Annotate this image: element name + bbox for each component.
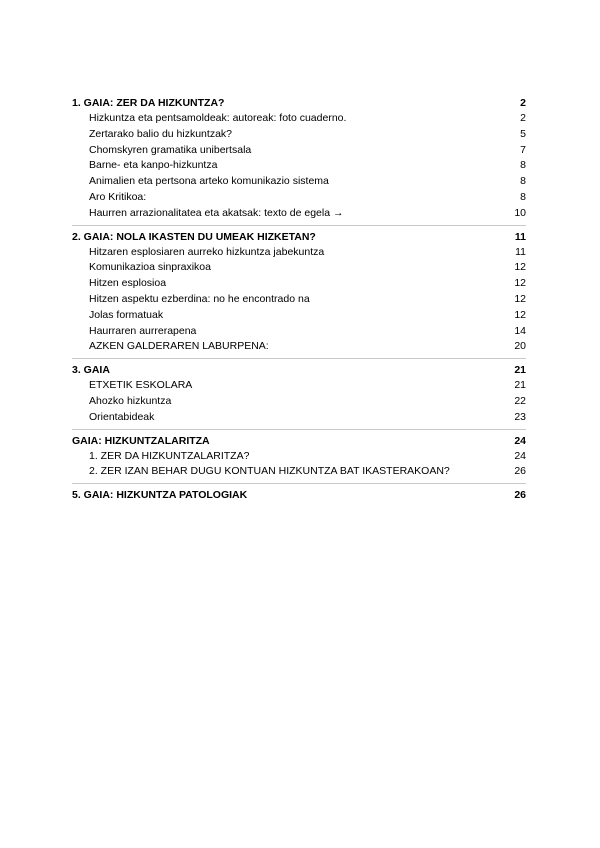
toc-entry-page: 11	[515, 245, 526, 258]
toc-heading-page: 21	[514, 364, 526, 377]
toc-entry-page: 7	[520, 143, 526, 156]
toc-heading[interactable]	[72, 433, 526, 449]
toc-entry-title: Jolas formatuak	[89, 308, 164, 321]
toc-entry[interactable]	[72, 127, 526, 143]
table-of-contents	[72, 95, 526, 503]
toc-entry-page: 23	[514, 410, 526, 423]
toc-entry-title: ETXETIK ESKOLARA	[89, 379, 193, 392]
toc-heading[interactable]	[72, 487, 526, 503]
toc-entry-title: 1. ZER DA HIZKUNTZALARITZA?	[89, 449, 250, 462]
toc-entry-title: Orientabideak	[89, 410, 155, 423]
toc-entry-page: 12	[514, 277, 526, 290]
toc-heading-title: 3. GAIA	[72, 364, 110, 377]
toc-entry-page: 5	[520, 127, 526, 140]
toc-heading[interactable]	[72, 229, 526, 245]
toc-heading-page: 24	[514, 434, 526, 447]
toc-entry-page: 8	[520, 175, 526, 188]
toc-section-5	[72, 484, 526, 503]
toc-section-1	[72, 95, 526, 226]
toc-entry-title: 2. ZER IZAN BEHAR DUGU KONTUAN HIZKUNTZA BAT IKASTERAKOAN?	[89, 465, 450, 478]
toc-heading-title: GAIA: HIZKUNTZALARITZA	[72, 434, 210, 447]
toc-entry-page: 2	[520, 112, 526, 124]
toc-section-4	[72, 430, 526, 485]
toc-entry-title: Hitzaren esplosiaren aurreko hizkuntza jabekuntza	[89, 245, 325, 258]
toc-entry[interactable]	[72, 292, 526, 308]
toc-heading[interactable]	[72, 95, 526, 111]
toc-heading-page: 2	[520, 97, 526, 109]
toc-entry-title: AZKEN GALDERAREN LABURPENA:	[89, 340, 269, 353]
toc-entry-title: Hitzen esplosioa	[89, 277, 167, 290]
toc-entry-title: Animalien eta pertsona arteko komunikazio sistema	[89, 175, 329, 188]
toc-heading-title: 1. GAIA: ZER DA HIZKUNTZA?	[72, 97, 225, 109]
toc-entry[interactable]	[72, 206, 526, 222]
toc-entry[interactable]	[72, 190, 526, 206]
toc-entry-page: 12	[514, 292, 526, 305]
toc-entry[interactable]	[72, 324, 526, 340]
toc-section-3	[72, 359, 526, 429]
toc-entry[interactable]	[72, 394, 526, 410]
toc-entry[interactable]	[72, 308, 526, 324]
toc-entry-page: 10	[514, 206, 526, 219]
toc-entry-page: 24	[514, 449, 526, 462]
toc-entry[interactable]	[72, 464, 526, 480]
toc-heading-title: 2. GAIA: NOLA IKASTEN DU UMEAK HIZKETAN?	[72, 230, 316, 243]
toc-entry-title: Haurraren aurrerapena	[89, 324, 197, 337]
toc-heading-page: 26	[514, 489, 526, 502]
toc-heading[interactable]	[72, 362, 526, 378]
toc-entry[interactable]	[72, 378, 526, 394]
toc-entry-title: Ahozko hizkuntza	[89, 394, 172, 407]
toc-heading-page: 11	[514, 230, 526, 243]
toc-entry[interactable]	[72, 174, 526, 190]
toc-entry-title: Komunikazioa sinpraxikoa	[89, 261, 211, 274]
toc-entry-page: 14	[514, 324, 526, 337]
toc-entry-title: Hizkuntza eta pentsamoldeak: autoreak: foto cuaderno.	[89, 112, 347, 124]
toc-entry[interactable]	[72, 449, 526, 465]
toc-entry-page: 12	[514, 308, 526, 321]
toc-entry[interactable]	[72, 339, 526, 355]
toc-entry-title: Haurren arrazionalitatea eta akatsak: texto de egela →	[89, 206, 344, 219]
toc-heading-title: 5. GAIA: HIZKUNTZA PATOLOGIAK	[72, 489, 248, 502]
toc-entry[interactable]	[72, 111, 526, 127]
toc-entry-title: Zertarako balio du hizkuntzak?	[89, 127, 232, 140]
toc-entry[interactable]	[72, 410, 526, 426]
toc-entry-page: 8	[520, 190, 526, 203]
toc-entry[interactable]	[72, 276, 526, 292]
toc-entry-page: 12	[514, 261, 526, 274]
toc-entry[interactable]	[72, 260, 526, 276]
toc-section-2	[72, 226, 526, 360]
toc-entry-page: 22	[514, 394, 526, 407]
toc-entry-title: Aro Kritikoa:	[89, 190, 147, 203]
toc-entry-title: Hitzen aspektu ezberdina: no he encontrado na	[89, 292, 310, 305]
toc-entry-title: Barne- eta kanpo-hizkuntza	[89, 159, 218, 172]
toc-entry[interactable]	[72, 158, 526, 174]
toc-entry-page: 8	[520, 159, 526, 172]
toc-entry[interactable]	[72, 143, 526, 159]
toc-entry-page: 26	[514, 465, 526, 478]
toc-entry-title: Chomskyren gramatika unibertsala	[89, 143, 252, 156]
toc-entry[interactable]	[72, 245, 526, 261]
toc-entry-page: 20	[514, 340, 526, 353]
toc-entry-page: 21	[514, 379, 526, 392]
